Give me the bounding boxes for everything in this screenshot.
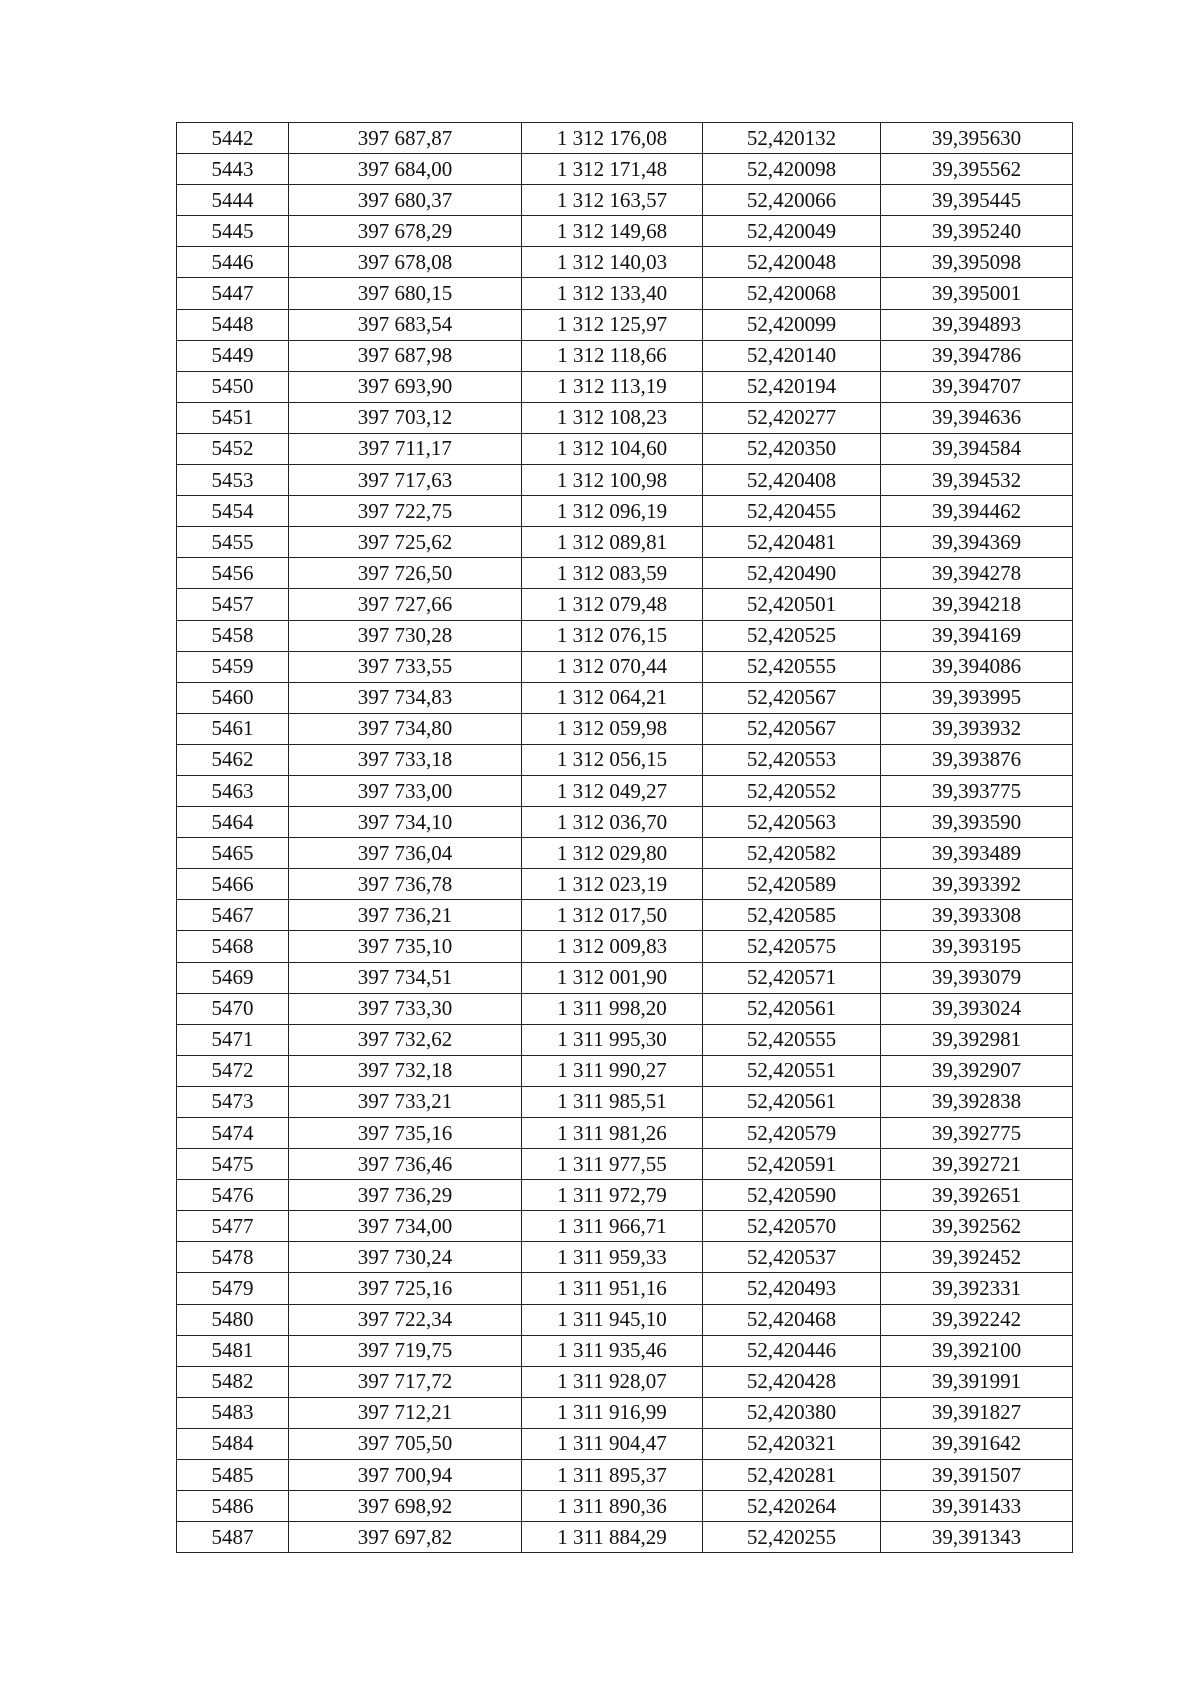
longitude-cell: 39,394532: [881, 465, 1073, 496]
longitude-cell: 39,395445: [881, 185, 1073, 216]
latitude-cell: 52,420561: [703, 993, 881, 1024]
longitude-cell: 39,392452: [881, 1242, 1073, 1273]
y-coordinate-cell: 1 312 133,40: [522, 278, 703, 309]
y-coordinate-cell: 1 312 079,48: [522, 589, 703, 620]
x-coordinate-cell: 397 678,08: [289, 247, 522, 278]
table-row: [177, 1180, 1073, 1211]
point-number-cell: 5457: [177, 589, 289, 620]
table-row: [177, 465, 1073, 496]
y-coordinate-cell: 1 312 163,57: [522, 185, 703, 216]
longitude-cell: 39,393995: [881, 682, 1073, 713]
point-number-cell: 5452: [177, 433, 289, 464]
point-number-cell: 5450: [177, 371, 289, 402]
y-coordinate-cell: 1 312 083,59: [522, 558, 703, 589]
latitude-cell: 52,420553: [703, 744, 881, 775]
latitude-cell: 52,420098: [703, 154, 881, 185]
longitude-cell: 39,393775: [881, 775, 1073, 806]
table-row: [177, 216, 1073, 247]
longitude-cell: 39,391507: [881, 1460, 1073, 1491]
point-number-cell: 5454: [177, 496, 289, 527]
point-number-cell: 5448: [177, 309, 289, 340]
latitude-cell: 52,420194: [703, 371, 881, 402]
x-coordinate-cell: 397 678,29: [289, 216, 522, 247]
table-row: [177, 123, 1073, 154]
table-row: [177, 1024, 1073, 1055]
longitude-cell: 39,394636: [881, 402, 1073, 433]
latitude-cell: 52,420281: [703, 1460, 881, 1491]
latitude-cell: 52,420567: [703, 682, 881, 713]
x-coordinate-cell: 397 711,17: [289, 433, 522, 464]
table-row: [177, 838, 1073, 869]
x-coordinate-cell: 397 734,51: [289, 962, 522, 993]
x-coordinate-cell: 397 736,04: [289, 838, 522, 869]
x-coordinate-cell: 397 733,21: [289, 1086, 522, 1117]
y-coordinate-cell: 1 311 981,26: [522, 1118, 703, 1149]
point-number-cell: 5486: [177, 1491, 289, 1522]
y-coordinate-cell: 1 312 113,19: [522, 371, 703, 402]
point-number-cell: 5472: [177, 1055, 289, 1086]
latitude-cell: 52,420537: [703, 1242, 881, 1273]
latitude-cell: 52,420575: [703, 931, 881, 962]
latitude-cell: 52,420066: [703, 185, 881, 216]
y-coordinate-cell: 1 311 884,29: [522, 1522, 703, 1553]
longitude-cell: 39,392838: [881, 1086, 1073, 1117]
longitude-cell: 39,394707: [881, 371, 1073, 402]
table-row: [177, 651, 1073, 682]
table-row: [177, 1304, 1073, 1335]
point-number-cell: 5461: [177, 713, 289, 744]
latitude-cell: 52,420481: [703, 527, 881, 558]
x-coordinate-cell: 397 725,16: [289, 1273, 522, 1304]
longitude-cell: 39,391991: [881, 1366, 1073, 1397]
y-coordinate-cell: 1 312 149,68: [522, 216, 703, 247]
point-number-cell: 5481: [177, 1335, 289, 1366]
y-coordinate-cell: 1 312 171,48: [522, 154, 703, 185]
latitude-cell: 52,420567: [703, 713, 881, 744]
table-row: [177, 931, 1073, 962]
x-coordinate-cell: 397 735,10: [289, 931, 522, 962]
latitude-cell: 52,420321: [703, 1428, 881, 1459]
longitude-cell: 39,392907: [881, 1055, 1073, 1086]
y-coordinate-cell: 1 312 076,15: [522, 620, 703, 651]
latitude-cell: 52,420099: [703, 309, 881, 340]
coordinates-table-body: [177, 123, 1073, 1553]
x-coordinate-cell: 397 705,50: [289, 1428, 522, 1459]
latitude-cell: 52,420551: [703, 1055, 881, 1086]
table-row: [177, 371, 1073, 402]
x-coordinate-cell: 397 736,29: [289, 1180, 522, 1211]
longitude-cell: 39,394278: [881, 558, 1073, 589]
x-coordinate-cell: 397 734,10: [289, 807, 522, 838]
longitude-cell: 39,393392: [881, 869, 1073, 900]
longitude-cell: 39,391827: [881, 1397, 1073, 1428]
x-coordinate-cell: 397 736,78: [289, 869, 522, 900]
y-coordinate-cell: 1 312 100,98: [522, 465, 703, 496]
x-coordinate-cell: 397 725,62: [289, 527, 522, 558]
y-coordinate-cell: 1 311 959,33: [522, 1242, 703, 1273]
y-coordinate-cell: 1 312 023,19: [522, 869, 703, 900]
point-number-cell: 5467: [177, 900, 289, 931]
longitude-cell: 39,393876: [881, 744, 1073, 775]
latitude-cell: 52,420049: [703, 216, 881, 247]
point-number-cell: 5466: [177, 869, 289, 900]
x-coordinate-cell: 397 712,21: [289, 1397, 522, 1428]
point-number-cell: 5442: [177, 123, 289, 154]
longitude-cell: 39,393195: [881, 931, 1073, 962]
x-coordinate-cell: 397 717,72: [289, 1366, 522, 1397]
longitude-cell: 39,394893: [881, 309, 1073, 340]
table-row: [177, 154, 1073, 185]
y-coordinate-cell: 1 311 916,99: [522, 1397, 703, 1428]
y-coordinate-cell: 1 311 928,07: [522, 1366, 703, 1397]
coordinates-table: [176, 122, 1073, 1553]
x-coordinate-cell: 397 700,94: [289, 1460, 522, 1491]
latitude-cell: 52,420555: [703, 651, 881, 682]
y-coordinate-cell: 1 311 904,47: [522, 1428, 703, 1459]
table-row: [177, 1118, 1073, 1149]
x-coordinate-cell: 397 684,00: [289, 154, 522, 185]
y-coordinate-cell: 1 312 059,98: [522, 713, 703, 744]
x-coordinate-cell: 397 733,18: [289, 744, 522, 775]
point-number-cell: 5475: [177, 1149, 289, 1180]
longitude-cell: 39,395562: [881, 154, 1073, 185]
table-row: [177, 744, 1073, 775]
x-coordinate-cell: 397 734,00: [289, 1211, 522, 1242]
longitude-cell: 39,392331: [881, 1273, 1073, 1304]
longitude-cell: 39,393489: [881, 838, 1073, 869]
point-number-cell: 5484: [177, 1428, 289, 1459]
point-number-cell: 5470: [177, 993, 289, 1024]
table-row: [177, 1086, 1073, 1117]
y-coordinate-cell: 1 312 056,15: [522, 744, 703, 775]
point-number-cell: 5460: [177, 682, 289, 713]
table-row: [177, 185, 1073, 216]
latitude-cell: 52,420571: [703, 962, 881, 993]
table-row: [177, 340, 1073, 371]
x-coordinate-cell: 397 736,21: [289, 900, 522, 931]
latitude-cell: 52,420501: [703, 589, 881, 620]
longitude-cell: 39,395240: [881, 216, 1073, 247]
point-number-cell: 5479: [177, 1273, 289, 1304]
longitude-cell: 39,394584: [881, 433, 1073, 464]
point-number-cell: 5476: [177, 1180, 289, 1211]
longitude-cell: 39,393308: [881, 900, 1073, 931]
point-number-cell: 5474: [177, 1118, 289, 1149]
x-coordinate-cell: 397 722,75: [289, 496, 522, 527]
longitude-cell: 39,394169: [881, 620, 1073, 651]
point-number-cell: 5485: [177, 1460, 289, 1491]
x-coordinate-cell: 397 734,80: [289, 713, 522, 744]
table-row: [177, 1149, 1073, 1180]
latitude-cell: 52,420468: [703, 1304, 881, 1335]
y-coordinate-cell: 1 312 104,60: [522, 433, 703, 464]
point-number-cell: 5462: [177, 744, 289, 775]
point-number-cell: 5468: [177, 931, 289, 962]
y-coordinate-cell: 1 311 977,55: [522, 1149, 703, 1180]
x-coordinate-cell: 397 727,66: [289, 589, 522, 620]
x-coordinate-cell: 397 735,16: [289, 1118, 522, 1149]
point-number-cell: 5473: [177, 1086, 289, 1117]
latitude-cell: 52,420132: [703, 123, 881, 154]
x-coordinate-cell: 397 730,24: [289, 1242, 522, 1273]
longitude-cell: 39,391642: [881, 1428, 1073, 1459]
longitude-cell: 39,394369: [881, 527, 1073, 558]
latitude-cell: 52,420570: [703, 1211, 881, 1242]
latitude-cell: 52,420590: [703, 1180, 881, 1211]
table-row: [177, 869, 1073, 900]
x-coordinate-cell: 397 719,75: [289, 1335, 522, 1366]
latitude-cell: 52,420350: [703, 433, 881, 464]
longitude-cell: 39,394786: [881, 340, 1073, 371]
table-row: [177, 993, 1073, 1024]
longitude-cell: 39,392100: [881, 1335, 1073, 1366]
table-row: [177, 1273, 1073, 1304]
point-number-cell: 5465: [177, 838, 289, 869]
x-coordinate-cell: 397 693,90: [289, 371, 522, 402]
x-coordinate-cell: 397 732,62: [289, 1024, 522, 1055]
latitude-cell: 52,420525: [703, 620, 881, 651]
longitude-cell: 39,392562: [881, 1211, 1073, 1242]
x-coordinate-cell: 397 703,12: [289, 402, 522, 433]
y-coordinate-cell: 1 311 995,30: [522, 1024, 703, 1055]
point-number-cell: 5459: [177, 651, 289, 682]
table-row: [177, 1335, 1073, 1366]
longitude-cell: 39,394218: [881, 589, 1073, 620]
longitude-cell: 39,392721: [881, 1149, 1073, 1180]
point-number-cell: 5464: [177, 807, 289, 838]
longitude-cell: 39,394086: [881, 651, 1073, 682]
y-coordinate-cell: 1 312 108,23: [522, 402, 703, 433]
longitude-cell: 39,393079: [881, 962, 1073, 993]
y-coordinate-cell: 1 312 096,19: [522, 496, 703, 527]
y-coordinate-cell: 1 312 036,70: [522, 807, 703, 838]
x-coordinate-cell: 397 733,00: [289, 775, 522, 806]
latitude-cell: 52,420585: [703, 900, 881, 931]
table-row: [177, 1491, 1073, 1522]
point-number-cell: 5477: [177, 1211, 289, 1242]
longitude-cell: 39,391433: [881, 1491, 1073, 1522]
longitude-cell: 39,394462: [881, 496, 1073, 527]
y-coordinate-cell: 1 312 118,66: [522, 340, 703, 371]
point-number-cell: 5482: [177, 1366, 289, 1397]
table-row: [177, 682, 1073, 713]
x-coordinate-cell: 397 680,15: [289, 278, 522, 309]
y-coordinate-cell: 1 312 001,90: [522, 962, 703, 993]
y-coordinate-cell: 1 312 049,27: [522, 775, 703, 806]
y-coordinate-cell: 1 312 176,08: [522, 123, 703, 154]
table-row: [177, 589, 1073, 620]
point-number-cell: 5443: [177, 154, 289, 185]
latitude-cell: 52,420255: [703, 1522, 881, 1553]
table-row: [177, 1211, 1073, 1242]
latitude-cell: 52,420555: [703, 1024, 881, 1055]
longitude-cell: 39,395630: [881, 123, 1073, 154]
latitude-cell: 52,420277: [703, 402, 881, 433]
latitude-cell: 52,420563: [703, 807, 881, 838]
point-number-cell: 5449: [177, 340, 289, 371]
y-coordinate-cell: 1 311 935,46: [522, 1335, 703, 1366]
y-coordinate-cell: 1 312 029,80: [522, 838, 703, 869]
x-coordinate-cell: 397 726,50: [289, 558, 522, 589]
x-coordinate-cell: 397 683,54: [289, 309, 522, 340]
longitude-cell: 39,392651: [881, 1180, 1073, 1211]
latitude-cell: 52,420264: [703, 1491, 881, 1522]
table-row: [177, 433, 1073, 464]
latitude-cell: 52,420408: [703, 465, 881, 496]
table-row: [177, 278, 1073, 309]
latitude-cell: 52,420579: [703, 1118, 881, 1149]
latitude-cell: 52,420582: [703, 838, 881, 869]
y-coordinate-cell: 1 312 017,50: [522, 900, 703, 931]
table-row: [177, 713, 1073, 744]
table-row: [177, 807, 1073, 838]
table-row: [177, 775, 1073, 806]
point-number-cell: 5458: [177, 620, 289, 651]
longitude-cell: 39,391343: [881, 1522, 1073, 1553]
y-coordinate-cell: 1 311 945,10: [522, 1304, 703, 1335]
x-coordinate-cell: 397 733,55: [289, 651, 522, 682]
table-row: [177, 1397, 1073, 1428]
point-number-cell: 5483: [177, 1397, 289, 1428]
latitude-cell: 52,420591: [703, 1149, 881, 1180]
x-coordinate-cell: 397 687,87: [289, 123, 522, 154]
table-row: [177, 900, 1073, 931]
point-number-cell: 5478: [177, 1242, 289, 1273]
point-number-cell: 5456: [177, 558, 289, 589]
x-coordinate-cell: 397 722,34: [289, 1304, 522, 1335]
y-coordinate-cell: 1 312 064,21: [522, 682, 703, 713]
y-coordinate-cell: 1 312 070,44: [522, 651, 703, 682]
latitude-cell: 52,420428: [703, 1366, 881, 1397]
point-number-cell: 5453: [177, 465, 289, 496]
latitude-cell: 52,420589: [703, 869, 881, 900]
y-coordinate-cell: 1 311 998,20: [522, 993, 703, 1024]
point-number-cell: 5455: [177, 527, 289, 558]
x-coordinate-cell: 397 687,98: [289, 340, 522, 371]
point-number-cell: 5469: [177, 962, 289, 993]
point-number-cell: 5446: [177, 247, 289, 278]
y-coordinate-cell: 1 311 951,16: [522, 1273, 703, 1304]
latitude-cell: 52,420490: [703, 558, 881, 589]
table-row: [177, 1242, 1073, 1273]
point-number-cell: 5471: [177, 1024, 289, 1055]
x-coordinate-cell: 397 730,28: [289, 620, 522, 651]
x-coordinate-cell: 397 734,83: [289, 682, 522, 713]
table-row: [177, 1428, 1073, 1459]
point-number-cell: 5451: [177, 402, 289, 433]
table-row: [177, 962, 1073, 993]
table-row: [177, 1055, 1073, 1086]
latitude-cell: 52,420493: [703, 1273, 881, 1304]
latitude-cell: 52,420140: [703, 340, 881, 371]
point-number-cell: 5447: [177, 278, 289, 309]
longitude-cell: 39,392981: [881, 1024, 1073, 1055]
y-coordinate-cell: 1 311 985,51: [522, 1086, 703, 1117]
latitude-cell: 52,420048: [703, 247, 881, 278]
table-row: [177, 558, 1073, 589]
y-coordinate-cell: 1 311 895,37: [522, 1460, 703, 1491]
point-number-cell: 5487: [177, 1522, 289, 1553]
x-coordinate-cell: 397 697,82: [289, 1522, 522, 1553]
x-coordinate-cell: 397 717,63: [289, 465, 522, 496]
y-coordinate-cell: 1 312 125,97: [522, 309, 703, 340]
x-coordinate-cell: 397 733,30: [289, 993, 522, 1024]
longitude-cell: 39,392242: [881, 1304, 1073, 1335]
table-row: [177, 1366, 1073, 1397]
y-coordinate-cell: 1 311 972,79: [522, 1180, 703, 1211]
point-number-cell: 5444: [177, 185, 289, 216]
table-row: [177, 527, 1073, 558]
y-coordinate-cell: 1 311 890,36: [522, 1491, 703, 1522]
y-coordinate-cell: 1 312 009,83: [522, 931, 703, 962]
x-coordinate-cell: 397 698,92: [289, 1491, 522, 1522]
table-row: [177, 1522, 1073, 1553]
table-row: [177, 1460, 1073, 1491]
y-coordinate-cell: 1 312 140,03: [522, 247, 703, 278]
latitude-cell: 52,420068: [703, 278, 881, 309]
table-row: [177, 496, 1073, 527]
table-row: [177, 309, 1073, 340]
longitude-cell: 39,392775: [881, 1118, 1073, 1149]
latitude-cell: 52,420561: [703, 1086, 881, 1117]
latitude-cell: 52,420455: [703, 496, 881, 527]
latitude-cell: 52,420380: [703, 1397, 881, 1428]
longitude-cell: 39,395001: [881, 278, 1073, 309]
x-coordinate-cell: 397 680,37: [289, 185, 522, 216]
x-coordinate-cell: 397 736,46: [289, 1149, 522, 1180]
table-row: [177, 402, 1073, 433]
longitude-cell: 39,395098: [881, 247, 1073, 278]
table-row: [177, 247, 1073, 278]
latitude-cell: 52,420552: [703, 775, 881, 806]
point-number-cell: 5480: [177, 1304, 289, 1335]
point-number-cell: 5463: [177, 775, 289, 806]
latitude-cell: 52,420446: [703, 1335, 881, 1366]
table-row: [177, 620, 1073, 651]
x-coordinate-cell: 397 732,18: [289, 1055, 522, 1086]
point-number-cell: 5445: [177, 216, 289, 247]
y-coordinate-cell: 1 311 966,71: [522, 1211, 703, 1242]
longitude-cell: 39,393590: [881, 807, 1073, 838]
longitude-cell: 39,393932: [881, 713, 1073, 744]
y-coordinate-cell: 1 312 089,81: [522, 527, 703, 558]
y-coordinate-cell: 1 311 990,27: [522, 1055, 703, 1086]
longitude-cell: 39,393024: [881, 993, 1073, 1024]
